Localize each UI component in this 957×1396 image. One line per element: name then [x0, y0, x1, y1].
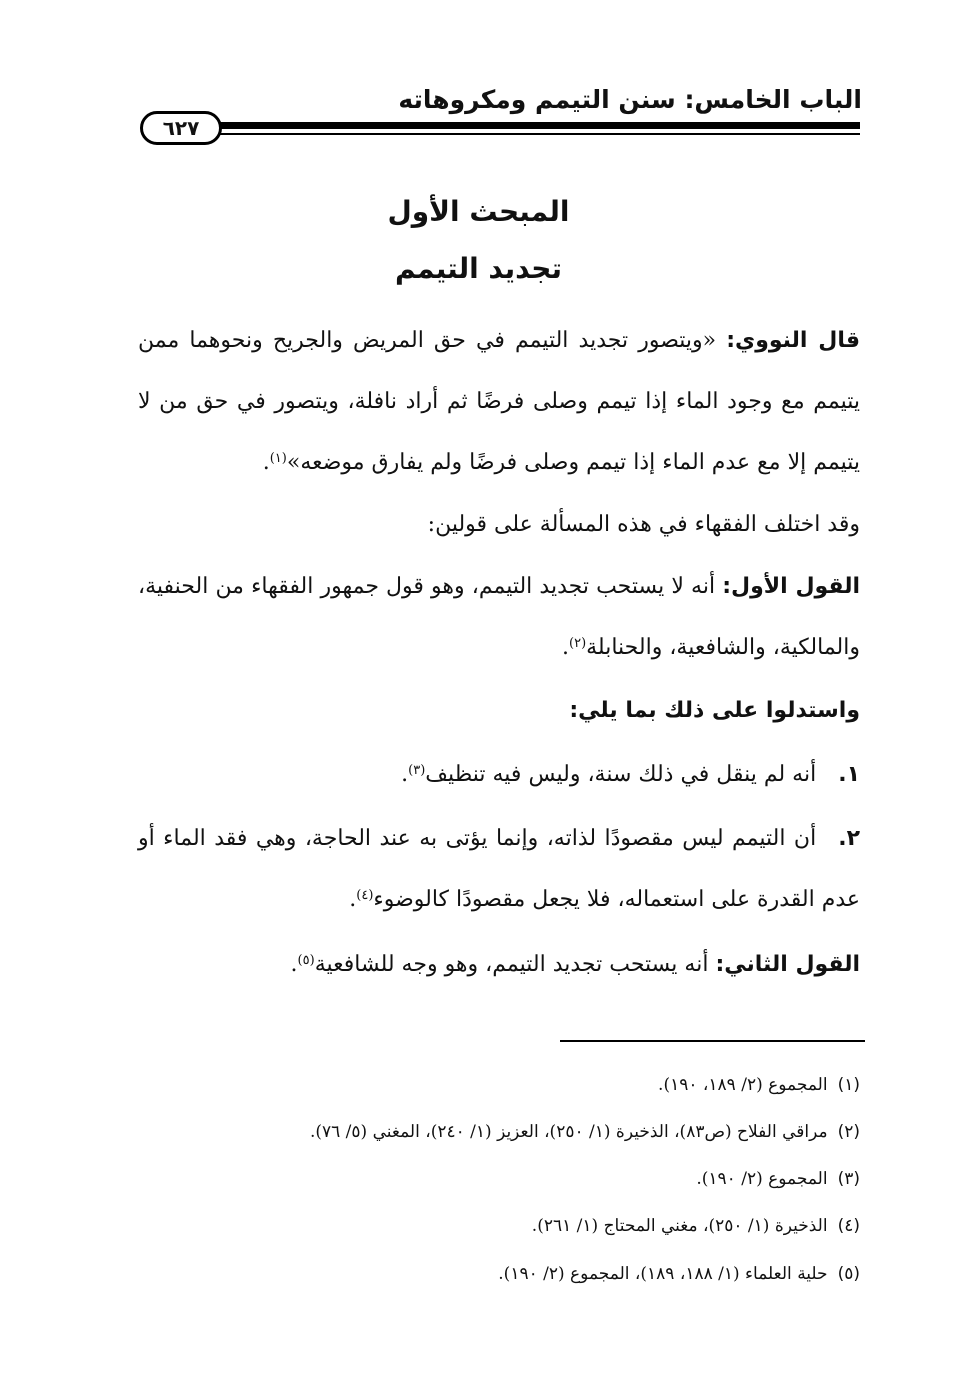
- header-rule-thin: [215, 133, 860, 135]
- footnote-1-number: (١): [837, 1075, 860, 1095]
- evidence-item-1: ١.أنه لم ينقل في ذلك سنة، وليس فيه تنظيف$^{(٣)}$.: [401, 762, 860, 787]
- footnote-3-number: (٣): [837, 1169, 860, 1189]
- paragraph-disagreement: [138, 494, 860, 555]
- chapter-label: الباب الخامس:: [684, 85, 862, 114]
- running-head: [142, 80, 862, 120]
- first-opinion-label: القول الأول:: [722, 574, 860, 599]
- paragraph-first-opinion: القول الأول: أنه لا يستحب تجديد التيمم، وهو قول جمهور الفقهاء من الحنفية، والمالكية، والشافعية، والحنابلة$^{(٢)}$.: [138, 574, 860, 660]
- footnote-ref-1[interactable]: (١): [269, 451, 287, 466]
- item-1-text: أنه لم ينقل في ذلك سنة، وليس فيه تنظيف: [425, 762, 817, 787]
- quote-text: «ويتصور تجديد التيمم في حق المريض والجريح ونحوهما ممن يتيمم مع وجود الماء إذا تيمم وصلى فرضًا ثم أراد نافلة، ويتصور في حق من لا يتيمم إلا مع عدم الماء إذا تيمم وصلى فرضًا ولم يفارق موضعه»: [138, 328, 860, 475]
- chapter-title: سنن التيمم ومكروهاته: [398, 85, 685, 114]
- footnote-2-number: (٢): [837, 1122, 860, 1142]
- item-2-number: ٢.: [838, 826, 860, 851]
- paragraph-second-opinion: القول الثاني: أنه يستحب تجديد التيمم، وهو وجه للشافعية$^{(٥)}$.: [290, 952, 860, 977]
- section-title: المبحث الأول: [387, 195, 570, 228]
- footnote-2: [100, 1118, 860, 1146]
- footnote-1: [100, 1071, 860, 1099]
- section-subtitle: تجديد التيمم: [394, 252, 562, 285]
- evidence-intro-text: واستدلوا على ذلك بما يلي:: [569, 698, 860, 723]
- footnote-1-text: المجموع (٢/ ١٨٩، ١٩٠).: [658, 1075, 828, 1095]
- page-number-badge: ٦٢٧: [140, 111, 222, 145]
- quote-speaker: قال النووي:: [726, 328, 861, 353]
- footnote-5-text: حلية العلماء (١/ ١٨٨، ١٨٩)، المجموع (٢/ ١٩٠).: [498, 1264, 828, 1284]
- item-2-text: أن التيمم ليس مقصودًا لذاته، وإنما يؤتى به عند الحاجة، وهي فقد الماء أو عدم القدرة على استعماله، فلا يجعل مقصودًا كالوضوء: [138, 826, 860, 912]
- second-opinion-text: أنه يستحب تجديد التيمم، وهو وجه للشافعية: [314, 952, 716, 977]
- footnote-5-number: (٥): [837, 1264, 860, 1284]
- second-opinion-label: القول الثاني:: [715, 952, 860, 977]
- footnote-ref-2[interactable]: (٢): [569, 636, 587, 651]
- footnote-4-number: (٤): [837, 1216, 860, 1236]
- footnote-3-text: المجموع (٢/ ١٩٠).: [696, 1169, 828, 1189]
- footnote-ref-5[interactable]: (٥): [297, 953, 315, 968]
- header-rule-thick: [215, 122, 860, 129]
- footnote-2-text: مراقي الفلاح (ص٨٣)، الذخيرة (١/ ٢٥٠)، العزيز (١/ ٢٤٠)، المغني (٥/ ٧٦).: [309, 1122, 828, 1142]
- paragraph-evidence-intro: [138, 680, 860, 741]
- paragraph-nawawi-quote: قال النووي: «ويتصور تجديد التيمم في حق المريض والجريح ونحوهما ممن يتيمم مع وجود الماء إذا تيمم وصلى فرضًا ثم أراد نافلة، ويتصور في حق من لا يتيمم إلا مع عدم الماء إذا تيمم وصلى فرضًا ولم يفارق موضعه»$^{(١)}$.: [138, 328, 861, 475]
- footnote-3: [100, 1165, 860, 1193]
- footnote-ref-4[interactable]: (٤): [356, 888, 374, 903]
- footnote-ref-3[interactable]: (٣): [408, 763, 426, 778]
- footnote-4-text: الذخيرة (١/ ٢٥٠)، مغني المحتاج (١/ ٢٦١).: [531, 1216, 828, 1236]
- footnote-separator: [560, 1040, 865, 1042]
- disagreement-text: وقد اختلف الفقهاء في هذه المسألة على قولين:: [427, 512, 860, 537]
- footnote-5: [100, 1260, 860, 1288]
- footnote-4: [100, 1212, 860, 1240]
- item-1-number: ١.: [838, 762, 860, 787]
- evidence-item-2: ٢.أن التيمم ليس مقصودًا لذاته، وإنما يؤتى به عند الحاجة، وهي فقد الماء أو عدم القدرة على استعماله، فلا يجعل مقصودًا كالوضوء$^{(٤)}$.: [138, 826, 860, 912]
- first-opinion-text: أنه لا يستحب تجديد التيمم، وهو قول جمهور الفقهاء من الحنفية، والمالكية، والشافعية، والحنابلة: [138, 574, 860, 660]
